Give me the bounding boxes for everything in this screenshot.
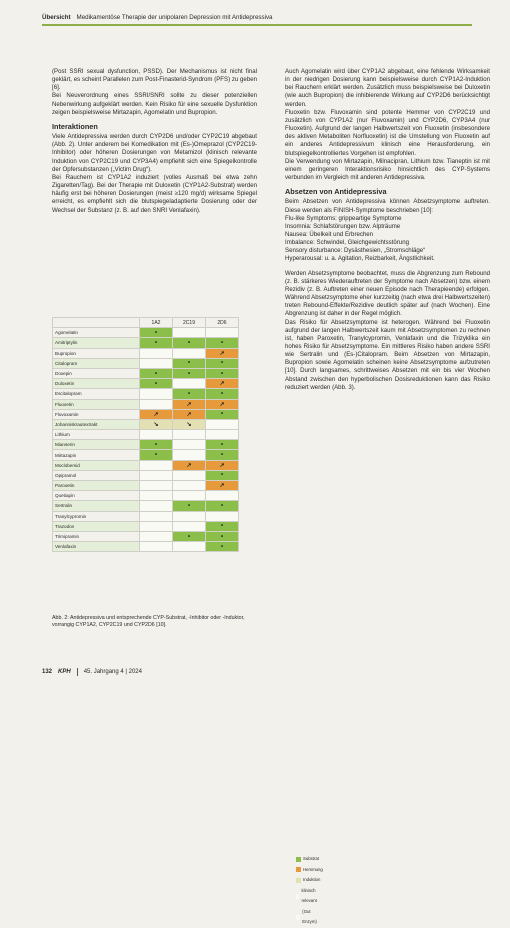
legend-item bbox=[296, 886, 323, 907]
list-item: Insomnia: Schlafstörungen bzw. Alpträume bbox=[285, 222, 401, 230]
cyp-cell bbox=[173, 379, 206, 389]
section-label: Übersicht bbox=[42, 13, 71, 21]
table-row bbox=[53, 491, 239, 501]
section-heading-interaktionen: Interaktionen bbox=[52, 121, 98, 131]
legend-label: (Gut Enzym) bbox=[302, 908, 317, 924]
legend-swatch bbox=[296, 894, 299, 899]
paragraph: Fluoxetin bzw. Fluvoxamin sind potente Hemmer von CYP2C19 und zusätzlich von CYP1A2 (nur Fluvoxamin) und CYP2D6, CYP3A4 (nur Fluoxetin). Aufgrund der langen Halbwertszeit von Fluoxetin (insbesondere des aktiven Metaboliten Norfluoxetin) ist die Umstellung von Fluoxetin auf ein anderes Antidepressivum klinisch eine Herausforderung, ein blutspiegelkontrolliertes Vorgehen ist empfohlen. bbox=[285, 108, 490, 157]
paragraph: Auch Agomelatin wird über CYP1A2 abgebaut, eine fehlende Wirksamkeit in der niedrigen Dosierung kann beispielsweise durch CYP1A2-Induktion bei Rauchern erklärt werden. Zusätzlich muss beispielsweise bei Duloxetin (wie auch Bupropion) die inhibierende Wirkung auf CYP2D6 berücksichtigt werden. bbox=[285, 68, 490, 108]
drug-name: Citalopram bbox=[53, 358, 140, 368]
figure-caption: Abb. 2: Antidepressiva und entsprechende CYP-Substrat, -Inhibitor oder -Induktor, vorrangig CYP1A2, CYP2C19 und CYP2D6 [10]. bbox=[52, 615, 245, 628]
drug-name: Agomelatin bbox=[53, 328, 140, 338]
table-row bbox=[53, 531, 239, 541]
cyp-cell bbox=[173, 328, 206, 338]
cyp-cell bbox=[173, 430, 206, 440]
cyp-cell: • bbox=[173, 358, 206, 368]
legend-item bbox=[296, 875, 323, 886]
legend-label: klinisch relevant bbox=[301, 887, 317, 903]
list-item: Imbalance: Schwindel, Gleichgewichtsstörung bbox=[285, 239, 409, 247]
legend-item bbox=[296, 854, 323, 865]
cyp-cell: • bbox=[173, 501, 206, 511]
drug-name: Trazodon bbox=[53, 521, 140, 531]
drug-name: Tranylcypromin bbox=[53, 511, 140, 521]
cyp-cell: ↗ bbox=[173, 460, 206, 470]
cyp-cell: ↘ bbox=[173, 419, 206, 429]
drug-name: Duloxetin bbox=[53, 379, 140, 389]
cyp-cell: • bbox=[206, 358, 239, 368]
cyp-cell bbox=[140, 470, 173, 480]
table-row bbox=[53, 521, 239, 531]
drug-name: Opipramol bbox=[53, 470, 140, 480]
cyp-cell bbox=[173, 481, 206, 491]
cyp-cell: • bbox=[206, 470, 239, 480]
table-row bbox=[53, 389, 239, 399]
cyp-cell: ↗ bbox=[206, 348, 239, 358]
column-header: 1A2 bbox=[140, 318, 173, 328]
paragraph: Viele Antidepressiva werden durch CYP2D6 und/oder CYP2C19 abgebaut (Abb. 2). Unter anderem bei Komedikation mit (Es-)Omeprazol (CYP2C19-Inhibitor) oder höheren Dosierungen von Metamizol (klinisch relevante Induktion von CYP2C19 und CYP3A4) empfiehlt sich eine Spiegelkontrolle der Opfersubstanzen („Victim Drug“). bbox=[52, 133, 257, 173]
cyp-cell bbox=[140, 511, 173, 521]
cyp-cell bbox=[206, 419, 239, 429]
cyp-cell bbox=[140, 542, 173, 552]
cyp-cell: • bbox=[206, 338, 239, 348]
header-title: Medikamentöse Therapie der unipolaren Depression mit Antidepressiva bbox=[76, 13, 273, 21]
cyp-cell: • bbox=[206, 440, 239, 450]
table-row bbox=[53, 328, 239, 338]
cyp-cell: • bbox=[173, 389, 206, 399]
cyp-cell: • bbox=[140, 368, 173, 378]
legend-label: Hemmung bbox=[303, 866, 323, 872]
table-row bbox=[53, 501, 239, 511]
cyp-cell bbox=[140, 348, 173, 358]
cyp-cell: • bbox=[140, 338, 173, 348]
cyp-cell bbox=[173, 521, 206, 531]
drug-name: Trimipramin bbox=[53, 531, 140, 541]
cyp-cell bbox=[206, 491, 239, 501]
right-column bbox=[285, 68, 490, 392]
cyp-cell bbox=[140, 531, 173, 541]
left-column bbox=[52, 68, 257, 215]
table-row bbox=[53, 338, 239, 348]
table-row bbox=[53, 470, 239, 480]
cyp-cell: • bbox=[206, 521, 239, 531]
legend-label: Substrat bbox=[303, 856, 320, 861]
cyp-cell: • bbox=[140, 379, 173, 389]
column-header: 2C19 bbox=[173, 318, 206, 328]
drug-name: Sertralin bbox=[53, 501, 140, 511]
legend-item bbox=[296, 865, 323, 876]
table-row bbox=[53, 542, 239, 552]
legend-label: Induktion bbox=[303, 877, 321, 882]
list-item: Nausea: Übelkeit und Erbrechen bbox=[285, 230, 374, 238]
cyp-table bbox=[52, 317, 239, 552]
legend-item bbox=[296, 907, 323, 928]
figure-legend bbox=[296, 854, 323, 928]
page-footer bbox=[42, 668, 142, 676]
cyp-cell: ↗ bbox=[173, 409, 206, 419]
drug-name: Venlafaxin bbox=[53, 542, 140, 552]
paragraph: Das Risiko für Absetzsymptome ist heterogen. Während bei Fluoxetin aufgrund der langen Halbwertszeit kaum mit Absetzsymptomen zu rechnen ist, haben Paroxetin, Tranylcypromin, Venlafaxin und die Trizyklika ein hohes Risiko für Absetzsymptome. Ein mittleres Risiko haben andere SSRI wie Sertralin und (Es-)Citalopram. Beim Absetzen von Mirtazapin, Bupropion sowie Agomelatin scheinen keine Absetzsymptome aufzutreten [10]. Durch langsames, schrittweises Absetzen mit ein bis vier Wochen Abstand zwischen den hyperbolischen Dosisreduktionen kann das Risiko reduziert werden (Abb. 3). bbox=[285, 318, 490, 391]
drug-name: Paroxetin bbox=[53, 481, 140, 491]
cyp-cell bbox=[173, 542, 206, 552]
cyp-cell: • bbox=[173, 368, 206, 378]
section-heading-absetzen: Absetzen von Antidepressiva bbox=[285, 187, 387, 197]
column-header: 2D6 bbox=[206, 318, 239, 328]
drug-name: Fluvoxamin bbox=[53, 409, 140, 419]
cyp-cell: ↗ bbox=[206, 481, 239, 491]
drug-name: Fluoxetin bbox=[53, 399, 140, 409]
drug-name: Lithium bbox=[53, 430, 140, 440]
legend-swatch bbox=[296, 878, 301, 883]
cyp-cell: ↗ bbox=[206, 379, 239, 389]
cyp-cell: • bbox=[206, 542, 239, 552]
footer-divider bbox=[77, 668, 78, 676]
cyp-cell bbox=[173, 511, 206, 521]
paragraph: Beim Absetzen von Antidepressiva können Absetzsymptome auftreten. Diese werden als FINISH-Symptome beschrieben [10]: bbox=[285, 198, 490, 214]
cyp-cell: • bbox=[206, 450, 239, 460]
drug-name: Johanniskrautextrakt bbox=[53, 419, 140, 429]
cyp-cell bbox=[140, 389, 173, 399]
table-row bbox=[53, 511, 239, 521]
issue-info: 45. Jahrgang 4 | 2024 bbox=[83, 669, 142, 675]
cyp-cell bbox=[173, 348, 206, 358]
cyp-cell: ↗ bbox=[206, 399, 239, 409]
drug-name: Mianserin bbox=[53, 440, 140, 450]
paragraph: Bei Neuverordnung eines SSRI/SNRI sollte zu dieser potenziellen Nebenwirkung aufgeklärt werden. Kein Risiko für eine sexuelle Dysfunktion zeigen beispielsweise Mirtazapin, Agomelatin und Bupropion. bbox=[52, 92, 257, 116]
table-row bbox=[53, 440, 239, 450]
drug-name: Mirtazapin bbox=[53, 450, 140, 460]
legend-swatch bbox=[296, 857, 301, 862]
cyp-cell: ↗ bbox=[206, 460, 239, 470]
table-row bbox=[53, 409, 239, 419]
paragraph: (Post SSRI sexual dysfunction, PSSD). Der Mechanismus ist nicht final geklärt, es scheint Parallelen zum Post-Finasterid-Syndrom (PFS) zu geben [6]. bbox=[52, 68, 257, 92]
table-row bbox=[53, 481, 239, 491]
list-item: Flu-like Symptoms: grippeartige Symptome bbox=[285, 214, 402, 222]
drug-name: Doxepin bbox=[53, 368, 140, 378]
cyp-cell bbox=[206, 511, 239, 521]
journal-logo: KPH bbox=[58, 669, 71, 675]
legend-swatch bbox=[296, 867, 301, 872]
drug-name: Moclobemid bbox=[53, 460, 140, 470]
paragraph: Die Verwendung von Mirtazapin, Milnacipran, Lithium bzw. Tianeptin ist mit einem geringeren Interaktionsrisiko hinsichtlich des CYP-Systems verbunden im Vergleich mit anderen Antidepressiva. bbox=[285, 157, 490, 182]
cyp-cell bbox=[206, 430, 239, 440]
legend-swatch bbox=[296, 915, 300, 920]
cyp-cell bbox=[140, 430, 173, 440]
cyp-cell: • bbox=[206, 368, 239, 378]
cyp-cell: • bbox=[140, 328, 173, 338]
page-number: 132 bbox=[42, 669, 53, 675]
running-header bbox=[42, 10, 472, 24]
cyp-cell: ↗ bbox=[140, 409, 173, 419]
cyp-cell bbox=[173, 491, 206, 501]
cyp-cell bbox=[140, 481, 173, 491]
cyp-cell bbox=[140, 460, 173, 470]
cyp-cell bbox=[140, 521, 173, 531]
list-item: Sensory disturbance: Dysästhesien, „Stromschläge“ bbox=[285, 247, 426, 255]
table-row bbox=[53, 430, 239, 440]
drug-name: Bupropion bbox=[53, 348, 140, 358]
table-row bbox=[53, 379, 239, 389]
cyp-cell bbox=[140, 399, 173, 409]
cyp-cell: • bbox=[173, 531, 206, 541]
cyp-cell bbox=[140, 491, 173, 501]
cyp-cell bbox=[206, 328, 239, 338]
table-row bbox=[53, 450, 239, 460]
paragraph: Bei Rauchern ist CYP1A2 induziert (volles Ausmaß bei etwa zehn Zigaretten/Tag). Bei der Therapie mit Duloxetin (CYP1A2-Substrat) werden häufig erst bei höheren Dosierungen (meist ≥120 mg/d) wirksame Spiegel erreicht, es empfiehlt sich die blutspiegeladaptierte Dosierung oder der Wechsel der Substanz (z. B. auf den SNRI Venlafaxin). bbox=[52, 173, 257, 214]
cyp-cell: ↗ bbox=[173, 399, 206, 409]
cyp-cell: • bbox=[173, 338, 206, 348]
table-row bbox=[53, 419, 239, 429]
cyp-cell bbox=[140, 501, 173, 511]
cyp-cell bbox=[173, 450, 206, 460]
cyp-cell: ↘ bbox=[140, 419, 173, 429]
table-row bbox=[53, 348, 239, 358]
cyp-cell bbox=[173, 440, 206, 450]
cyp-cell bbox=[140, 358, 173, 368]
table-row bbox=[53, 368, 239, 378]
drug-name: Escitalopram bbox=[53, 389, 140, 399]
finish-list bbox=[285, 215, 490, 264]
table-row bbox=[53, 358, 239, 368]
cyp-cell: • bbox=[140, 440, 173, 450]
paragraph: Werden Absetzsymptome beobachtet, muss die Abgrenzung zum Rebound (z. B. stärkeres Wiederauftreten der Symptome nach Absetzen) bzw. einem Rezidiv (z. B. Auftreten einer neuen Episode nach Therapieende) erfolgen. Während Absetzsymptome eher kurzzeitig (nach etwa drei Halbwertszeiten) treten Rebound-Effekte/Rezidive deutlich später auf (nach Wochen). Eine Abgrenzung ist daher in der Regel möglich. bbox=[285, 269, 490, 318]
table-corner bbox=[53, 318, 140, 328]
cyp-cell: • bbox=[206, 409, 239, 419]
cyp-cell: • bbox=[140, 450, 173, 460]
table-row bbox=[53, 399, 239, 409]
list-item: Hyperarousal: u. a. Agitation, Reizbarkeit, Ängstlichkeit. bbox=[285, 255, 435, 263]
cyp-cell bbox=[173, 470, 206, 480]
cyp-cell: • bbox=[206, 389, 239, 399]
table-row bbox=[53, 460, 239, 470]
cyp-cell: • bbox=[206, 531, 239, 541]
cyp-cell: • bbox=[206, 501, 239, 511]
drug-name: Amitriptylin bbox=[53, 338, 140, 348]
drug-name: Quetiapin bbox=[53, 491, 140, 501]
header-rule bbox=[42, 24, 472, 26]
